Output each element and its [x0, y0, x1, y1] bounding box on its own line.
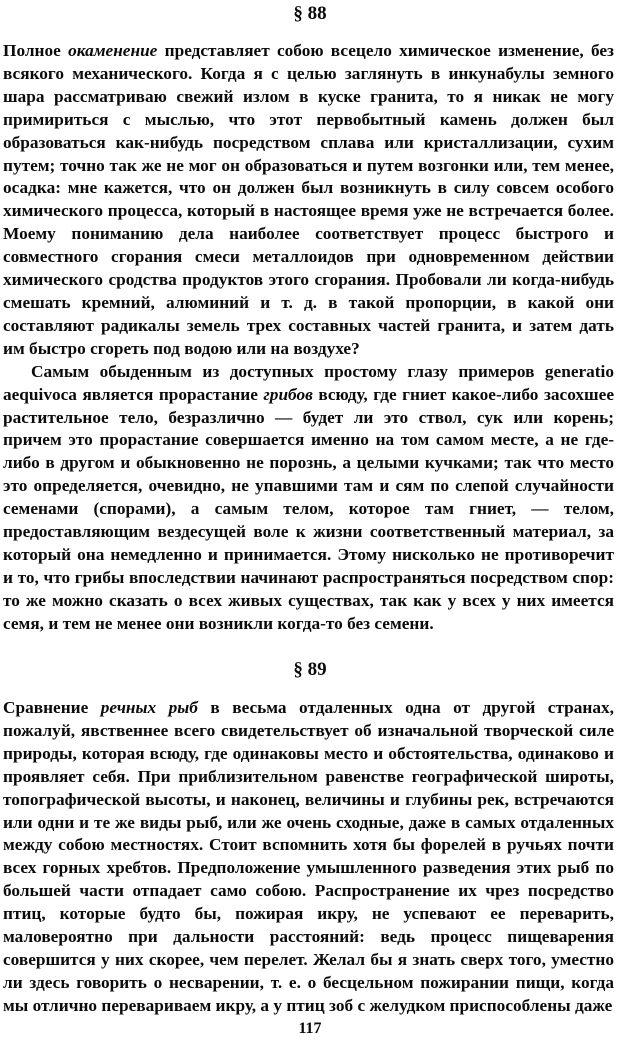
paragraph-text: Сравнение	[3, 698, 101, 717]
emphasis-term: грибов	[263, 384, 313, 404]
paragraph-text: всюду, где гниет какое-либо засохшее растительное тело, безразлично — будет ли это ствол, сук или корень; причем это прорастание совершается именно на том самом месте, а не где-либо в другом и обыкновенно не порознь, а целыми кучками; так что место это определяется, очевидно, не упавшими там и сям по слепой случайности семенами (спорами), а самым телом, которое там гниет, — телом, предоставляющим вездесущей воле к жизни соответственный материал, за который она немедленно и принимается. Этому нисколько не противоречит и то, что грибы впоследствии начинают распространяться посредством спор: то же можно сказать о всех живых существах, так как у всех у них имеется семя, и тем не менее они возникли когда-то без семени.	[3, 384, 614, 633]
section-89-body	[3, 697, 614, 1018]
paragraph-text: Самым обыденным из доступных простому глазу примеров generatio aequivoca является прорастание	[3, 361, 614, 404]
paragraph-text: Полное	[3, 41, 69, 60]
page-number: 117	[298, 1020, 322, 1037]
section-88-body	[3, 40, 614, 636]
emphasis-term: окаменение	[68, 41, 158, 60]
section-88-heading: § 88	[293, 3, 327, 24]
section-89-paragraph-1	[3, 697, 614, 1018]
emphasis-term: речных рыб	[100, 698, 198, 717]
section-88-paragraph-1	[3, 40, 614, 361]
section-88-paragraph-2	[3, 361, 614, 636]
section-89-heading: § 89	[293, 659, 327, 680]
paragraph-text: представляет собою всецело химическое изменение, без всякого механического. Когда я с целью заглянуть в инкунабулы земного шара рассматриваю свежий излом в куске гранита, то я никак не могу примириться с мыслью, что этот первобытный камень должен был образоваться как-нибудь посредством сплава или кристаллизации, сухим путем; точно так же не мог он образоваться и путем возгонки или, тем менее, осадка: мне кажется, что он должен был возникнуть в силу совсем особого химического процесса, который в настоящее время уже не встречается более. Моему пониманию дела наиболее соответствует процесс быстрого и совместного сгорания смеси металлоидов при одновременном действии химического сродства продуктов этого сгорания. Пробовали ли когда-нибудь смешать кремний, алюминий и т. д. в такой пропорции, в какой они составляют радикалы земель трех составных частей гранита, и затем дать им быстро сгореть под водою или на воздухе?	[3, 41, 614, 358]
paragraph-text: в весьма отдаленных одна от другой странах, пожалуй, явственнее всего свидетельствует об изначальной творческой силе природы, которая всюду, где одинаковы место и обстоятельства, одинаково и проявляет себя. При приблизительном равенстве географической широты, топографической высоты, и наконец, величины и глубины рек, встречаются или одни и те же виды рыб, или же очень сходные, даже в самых отдаленных между собою местностях. Стоит вспомнить хотя бы форелей в ручьях почти всех горных хребтов. Предположение умышленного разведения этих рыб по большей части отпадает само собою. Распространение их чрез посредство птиц, которые будто бы, пожирая икру, не успевают ее переварить, маловероятно при дальности расстояний: ведь процесс пищеварения совершится у них скорее, чем перелет. Желал бы я знать сверх того, уместно ли здесь говорить о несварении, т. е. о бесцельном пожирании пищи, когда мы отлично перевариваем икру, а у птиц зоб с желудком приспособлены даже	[3, 698, 614, 1015]
